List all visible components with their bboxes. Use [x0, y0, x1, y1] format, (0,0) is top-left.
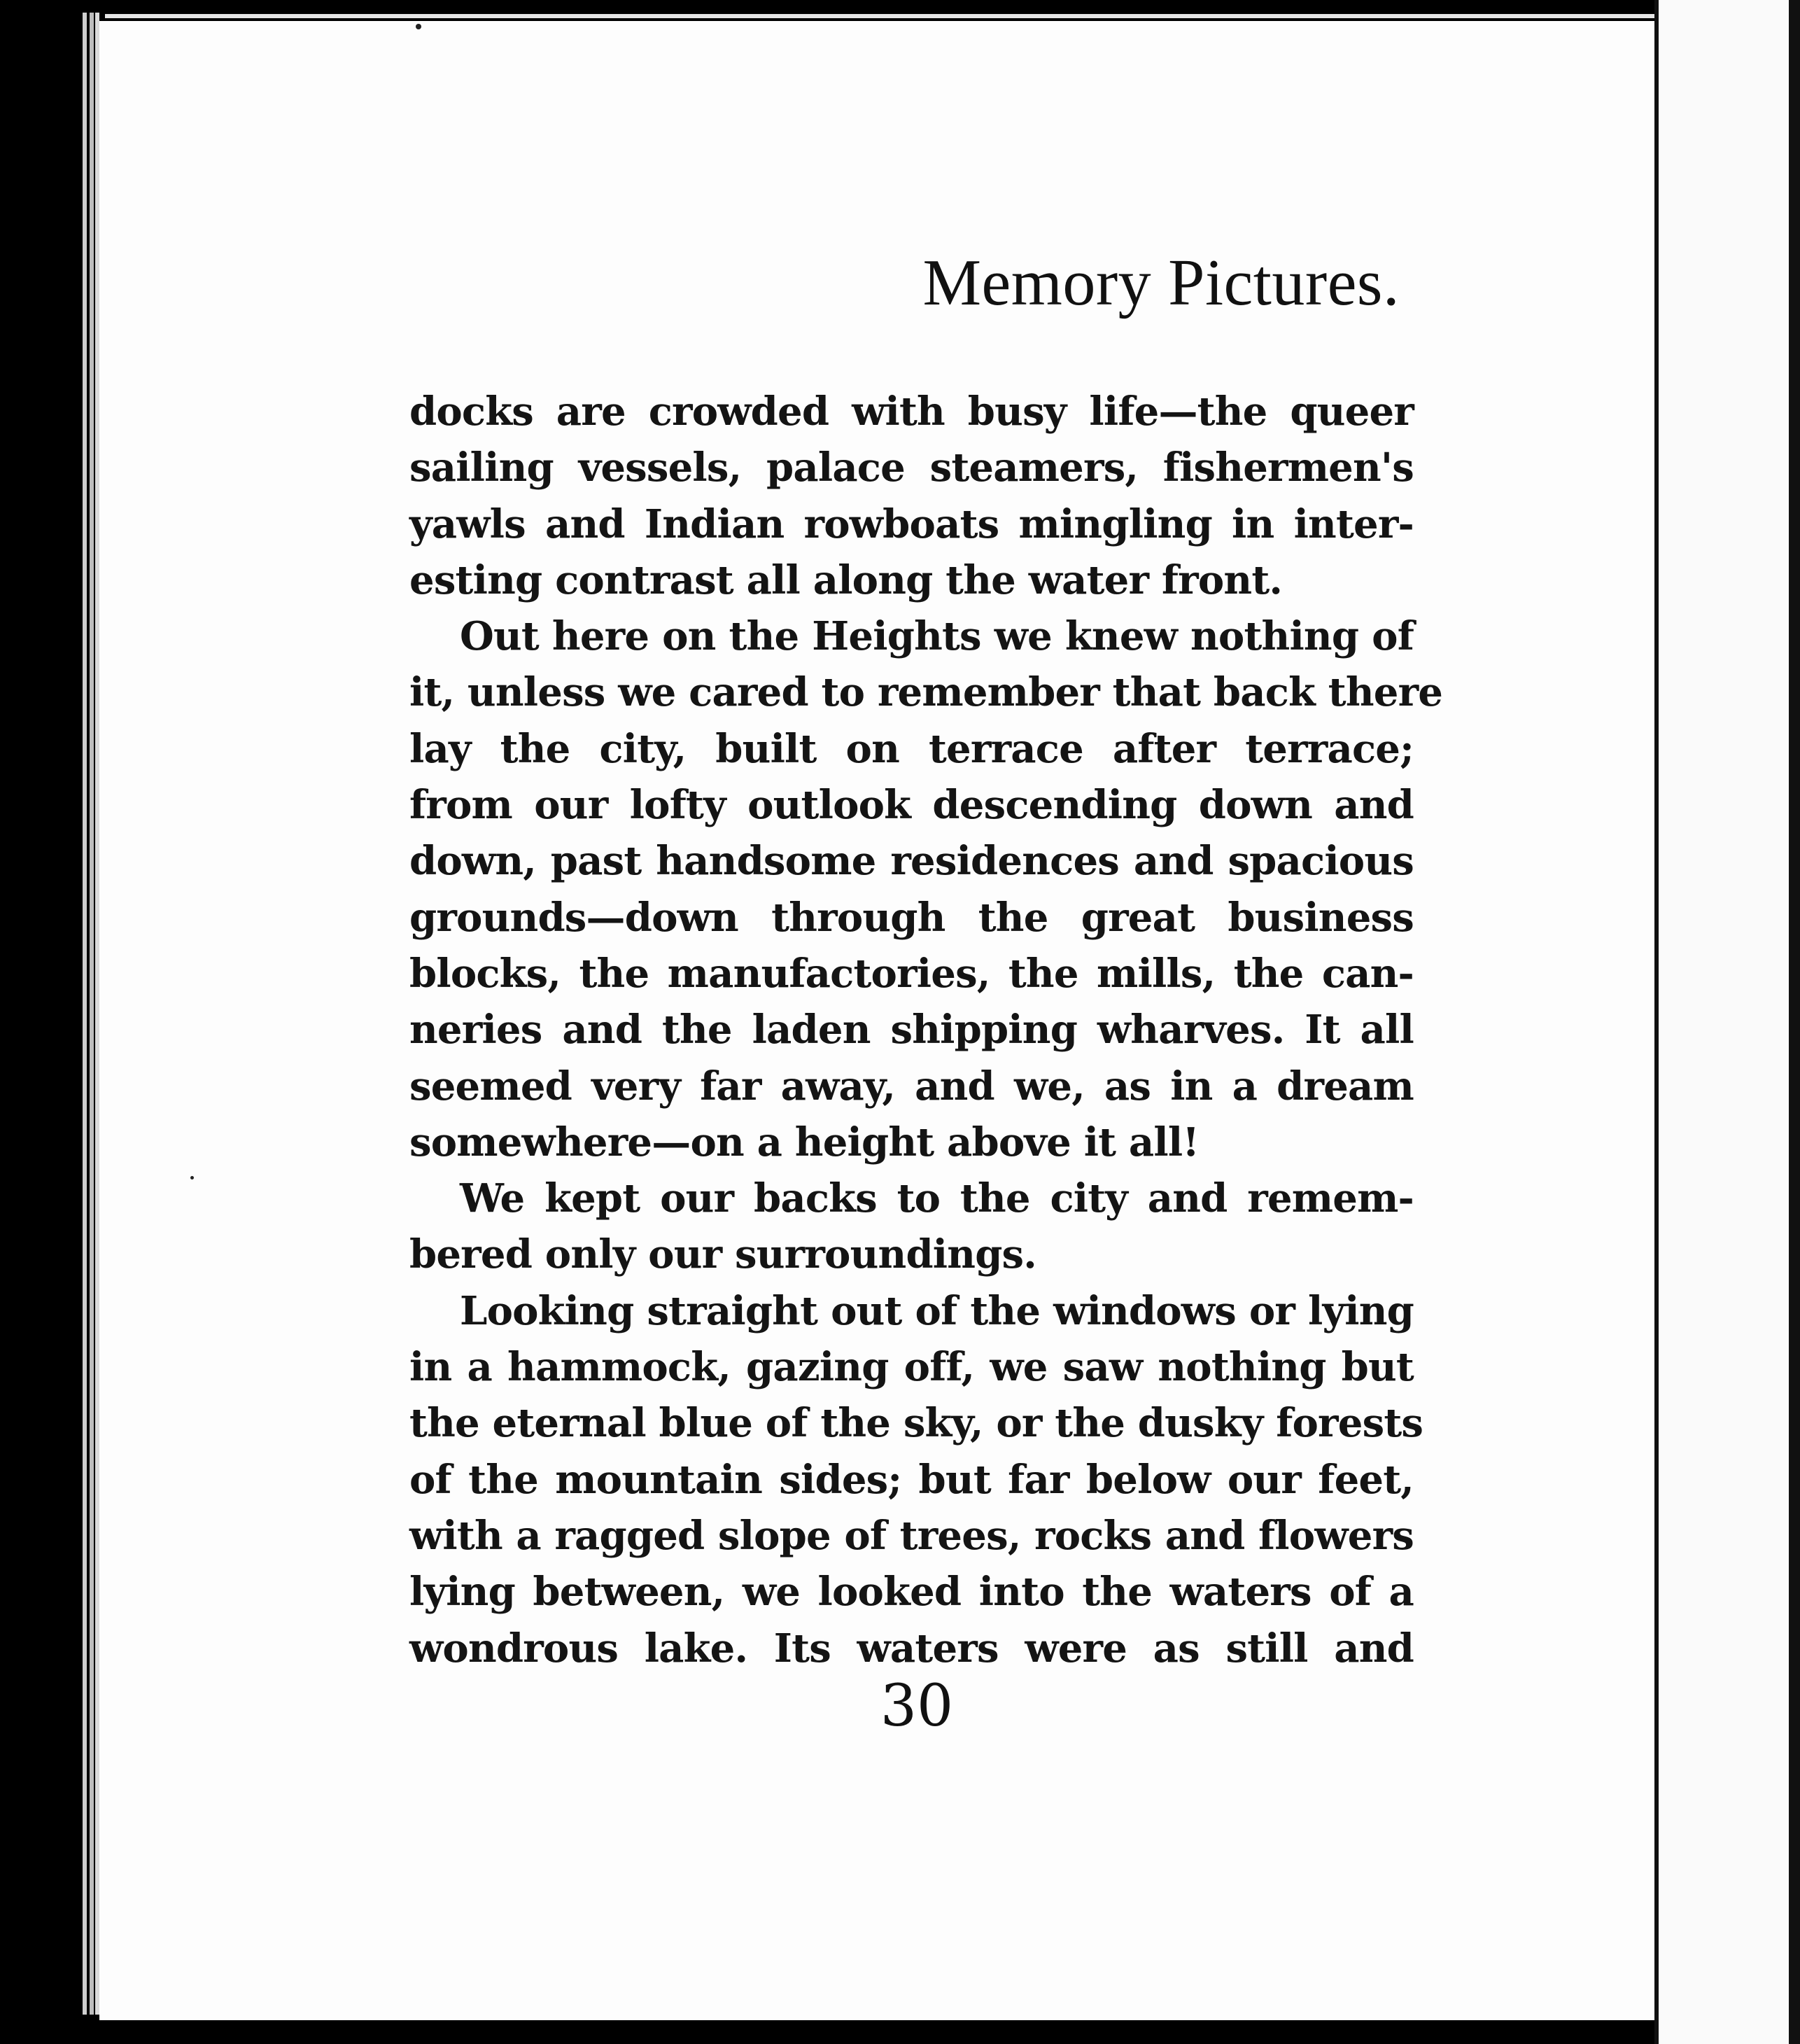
facing-page-edge — [1789, 0, 1800, 2044]
text-line: down, past handsome residences and spacious — [409, 838, 1414, 885]
text-line: Out here on the Heights we knew nothing of — [460, 613, 1414, 660]
text-line: We kept our backs to the city and remem- — [460, 1175, 1414, 1222]
text-line: of the mountain sides; but far below our feet, — [409, 1456, 1414, 1503]
text-line: esting contrast all along the water front. — [409, 556, 1283, 603]
page-top-edge — [105, 14, 1659, 18]
paragraph — [409, 384, 1414, 608]
text-line: neries and the laden shipping wharves. It all — [409, 1007, 1414, 1054]
text-line: somewhere—on a height above it all! — [409, 1119, 1200, 1166]
scan-speck — [416, 24, 421, 29]
text-line: in a hammock, gazing off, we saw nothing but — [409, 1344, 1414, 1391]
page-stack-edge — [83, 13, 87, 2015]
running-head: Memory Pictures. — [922, 246, 1400, 319]
text-line: lay the city, built on terrace after terrace; — [409, 725, 1414, 772]
text-line: seemed very far away, and we, as in a dream — [409, 1063, 1414, 1110]
paragraph — [409, 1283, 1423, 1676]
text-line: the eternal blue of the sky, or the dusky forests — [409, 1400, 1423, 1447]
text-line: it, unless we cared to remember that back there — [409, 669, 1443, 716]
text-line: wondrous lake. Its waters were as still and — [409, 1625, 1414, 1672]
gutter-line — [1654, 0, 1659, 2044]
text-line: with a ragged slope of trees, rocks and flowers — [409, 1512, 1414, 1559]
body-text — [409, 384, 1443, 1676]
text-line: bered only our surroundings. — [409, 1231, 1036, 1278]
text-line: grounds—down through the great business — [409, 894, 1414, 941]
page-stack-edge — [90, 13, 94, 2015]
paragraph — [409, 1170, 1414, 1283]
text-line: sailing vessels, palace steamers, fishermen's — [409, 444, 1414, 491]
facing-page — [1657, 0, 1800, 2044]
text-line: blocks, the manufactories, the mills, the can- — [409, 950, 1414, 997]
text-line: lying between, we looked into the waters of a — [409, 1569, 1414, 1616]
text-line: from our lofty outlook descending down and — [409, 782, 1414, 829]
text-line: yawls and Indian rowboats mingling in inter- — [409, 500, 1414, 547]
text-line: Looking straight out of the windows or lying — [460, 1287, 1414, 1334]
scan-speck — [190, 1176, 194, 1180]
text-line: docks are crowded with busy life—the queer — [409, 388, 1414, 435]
page-number: 30 — [880, 1673, 954, 1740]
paragraph — [409, 608, 1443, 1170]
